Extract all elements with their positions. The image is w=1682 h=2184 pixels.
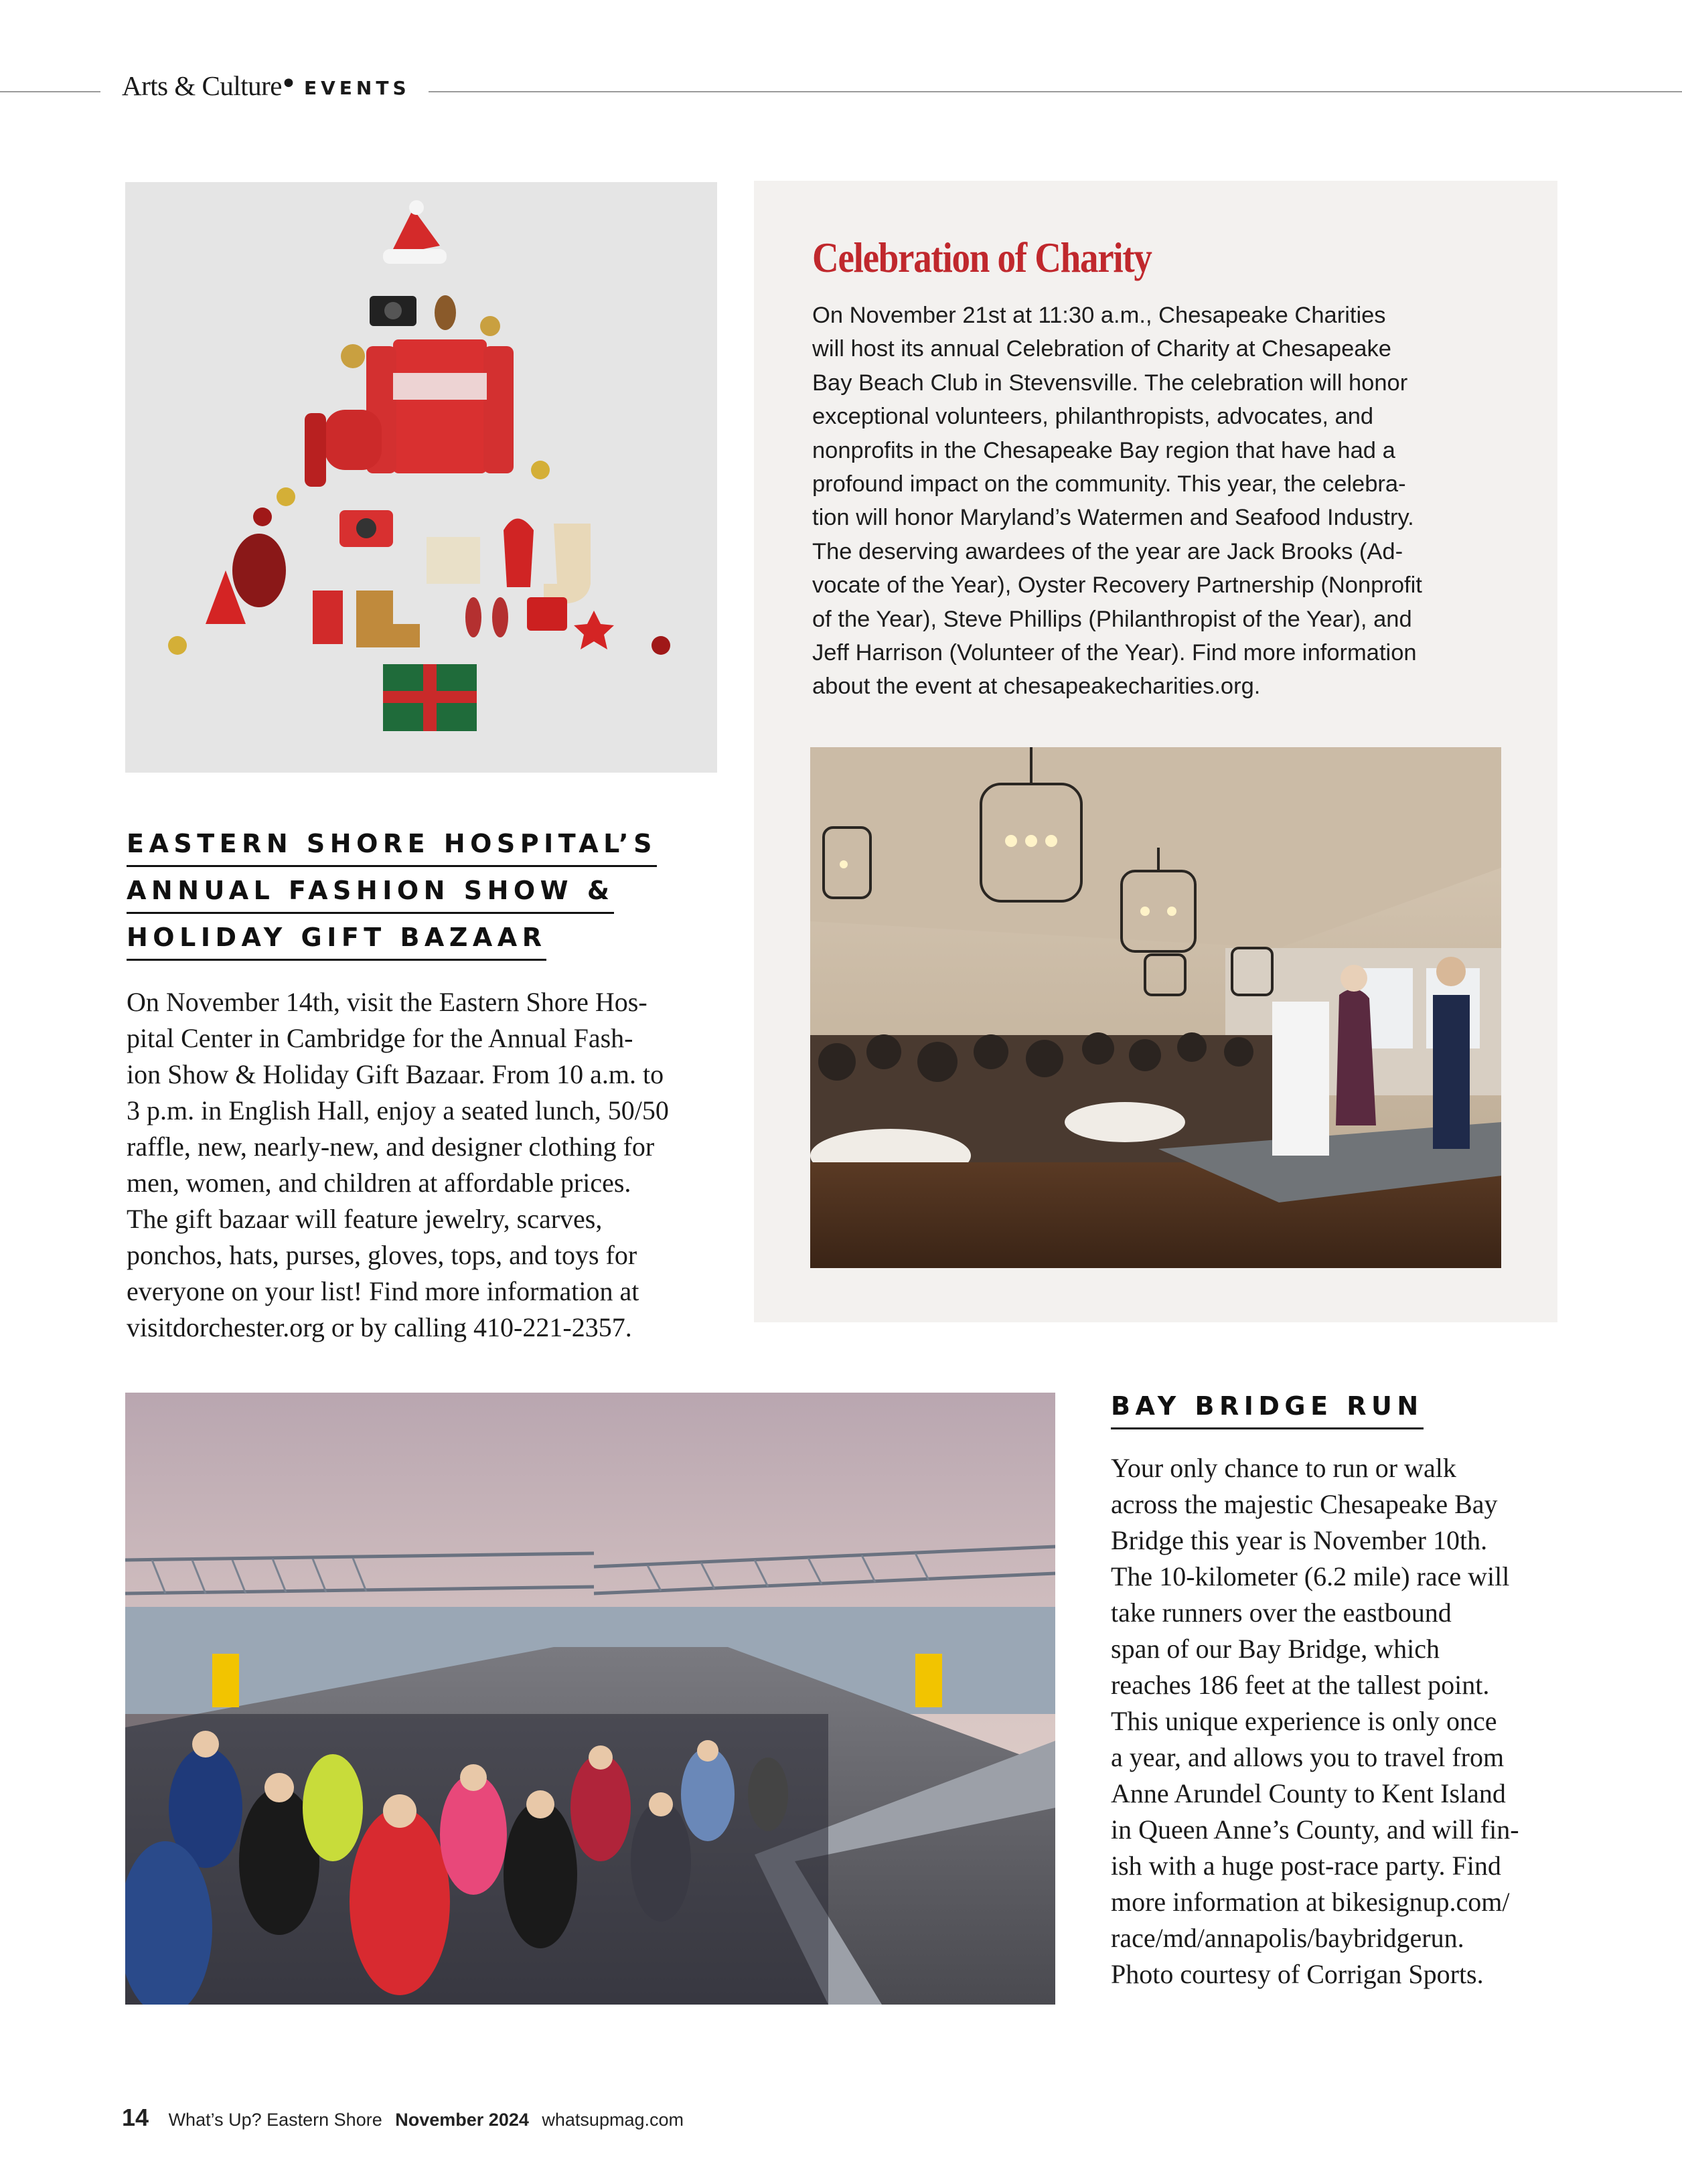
fashion-line: raffle, new, nearly-new, and designer clothing for	[127, 1132, 655, 1162]
bayrun-line: reaches 186 feet at the tallest point.	[1111, 1670, 1490, 1700]
page-footer	[122, 2104, 684, 2132]
header-rule-left	[0, 91, 100, 92]
bayrun-line: ish with a huge post-race party. Find	[1111, 1851, 1501, 1881]
header-rule-right	[429, 91, 1682, 92]
bayrun-line: across the majestic Chesapeake Bay	[1111, 1489, 1498, 1519]
bayrun-line: in Queen Anne’s County, and will fin-	[1111, 1814, 1519, 1845]
fashion-line: ponchos, hats, purses, gloves, tops, and toys for	[127, 1240, 637, 1270]
gift-tree-image	[125, 182, 717, 773]
bay-bridge-photo	[125, 1393, 1055, 2005]
fashion-heading-line: ANNUAL FASHION SHOW &	[127, 876, 614, 914]
fashion-line: pital Center in Cambridge for the Annual Fash-	[127, 1023, 633, 1053]
bayrun-line: more information at bikesignup.com/	[1111, 1887, 1510, 1917]
fashion-line: men, women, and children at affordable prices.	[127, 1168, 631, 1198]
charity-line: The deserving awardees of the year are Jack Brooks (Ad-	[812, 538, 1403, 564]
fashion-line: ion Show & Holiday Gift Bazaar. From 10 a.m. to	[127, 1059, 664, 1089]
fashion-body	[127, 984, 669, 1346]
bayrun-line: a year, and allows you to travel from	[1111, 1742, 1505, 1772]
fashion-heading-line: EASTERN SHORE HOSPITAL’S	[127, 829, 657, 867]
charity-line: profound impact on the community. This year, the celebra-	[812, 471, 1406, 497]
fashion-line: The gift bazaar will feature jewelry, scarves,	[127, 1204, 603, 1234]
charity-line: exceptional volunteers, philanthropists, advocates, and	[812, 404, 1374, 430]
bayrun-line: span of our Bay Bridge, which	[1111, 1634, 1440, 1664]
bayrun-line: Bridge this year is November 10th.	[1111, 1525, 1488, 1555]
section-category: EVENTS	[304, 77, 410, 99]
charity-line: On November 21st at 11:30 a.m., Chesapeake Charities	[812, 303, 1386, 328]
charity-title: Celebration of Charity	[812, 234, 1152, 281]
charity-line: vocate of the Year), Oyster Recovery Partnership (Nonprofit	[812, 572, 1422, 599]
bayrun-line: Anne Arundel County to Kent Island	[1111, 1778, 1506, 1808]
bayrun-line: take runners over the eastbound	[1111, 1597, 1452, 1628]
bayrun-line: race/md/annapolis/baybridgerun.	[1111, 1923, 1464, 1953]
bayrun-line: Photo courtesy of Corrigan Sports.	[1111, 1959, 1484, 1989]
charity-line: nonprofits in the Chesapeake Bay region that have had a	[812, 437, 1395, 463]
charity-line: tion will honor Maryland’s Watermen and Seafood Industry.	[812, 505, 1414, 531]
fashion-line: 3 p.m. in English Hall, enjoy a seated lunch, 50/50	[127, 1095, 669, 1125]
issue-date: November 2024	[395, 2110, 529, 2130]
bayrun-line: Your only chance to run or walk	[1111, 1453, 1456, 1483]
bayrun-body	[1111, 1450, 1519, 1993]
charity-body	[812, 299, 1509, 704]
charity-line: of the Year), Steve Phillips (Philanthropist of the Year), and	[812, 606, 1412, 632]
charity-line: Jeff Harrison (Volunteer of the Year). Find more information	[812, 640, 1417, 666]
header-separator: •	[280, 67, 297, 101]
publication-name: What’s Up? Eastern Shore	[168, 2110, 382, 2130]
charity-line: about the event at chesapeakecharities.org.	[812, 674, 1261, 700]
charity-line: will host its annual Celebration of Charity at Chesapeake	[812, 336, 1391, 362]
charity-line: Bay Beach Club in Stevensville. The celebration will honor	[812, 370, 1408, 396]
bayrun-heading-line: BAY BRIDGE RUN	[1111, 1391, 1424, 1429]
fashion-line: visitdorchester.org or by calling 410-221-2357.	[127, 1312, 632, 1342]
fashion-heading-line: HOLIDAY GIFT BAZAAR	[127, 923, 546, 961]
page-number: 14	[122, 2104, 149, 2131]
bayrun-line: This unique experience is only once	[1111, 1706, 1497, 1736]
bayrun-line: The 10-kilometer (6.2 mile) race will	[1111, 1561, 1510, 1591]
fashion-line: everyone on your list! Find more information at	[127, 1276, 639, 1306]
section-name: Arts & Culture	[122, 70, 282, 101]
charity-event-photo	[810, 747, 1501, 1268]
fashion-line: On November 14th, visit the Eastern Shore Hos-	[127, 987, 647, 1017]
website: whatsupmag.com	[542, 2110, 684, 2130]
